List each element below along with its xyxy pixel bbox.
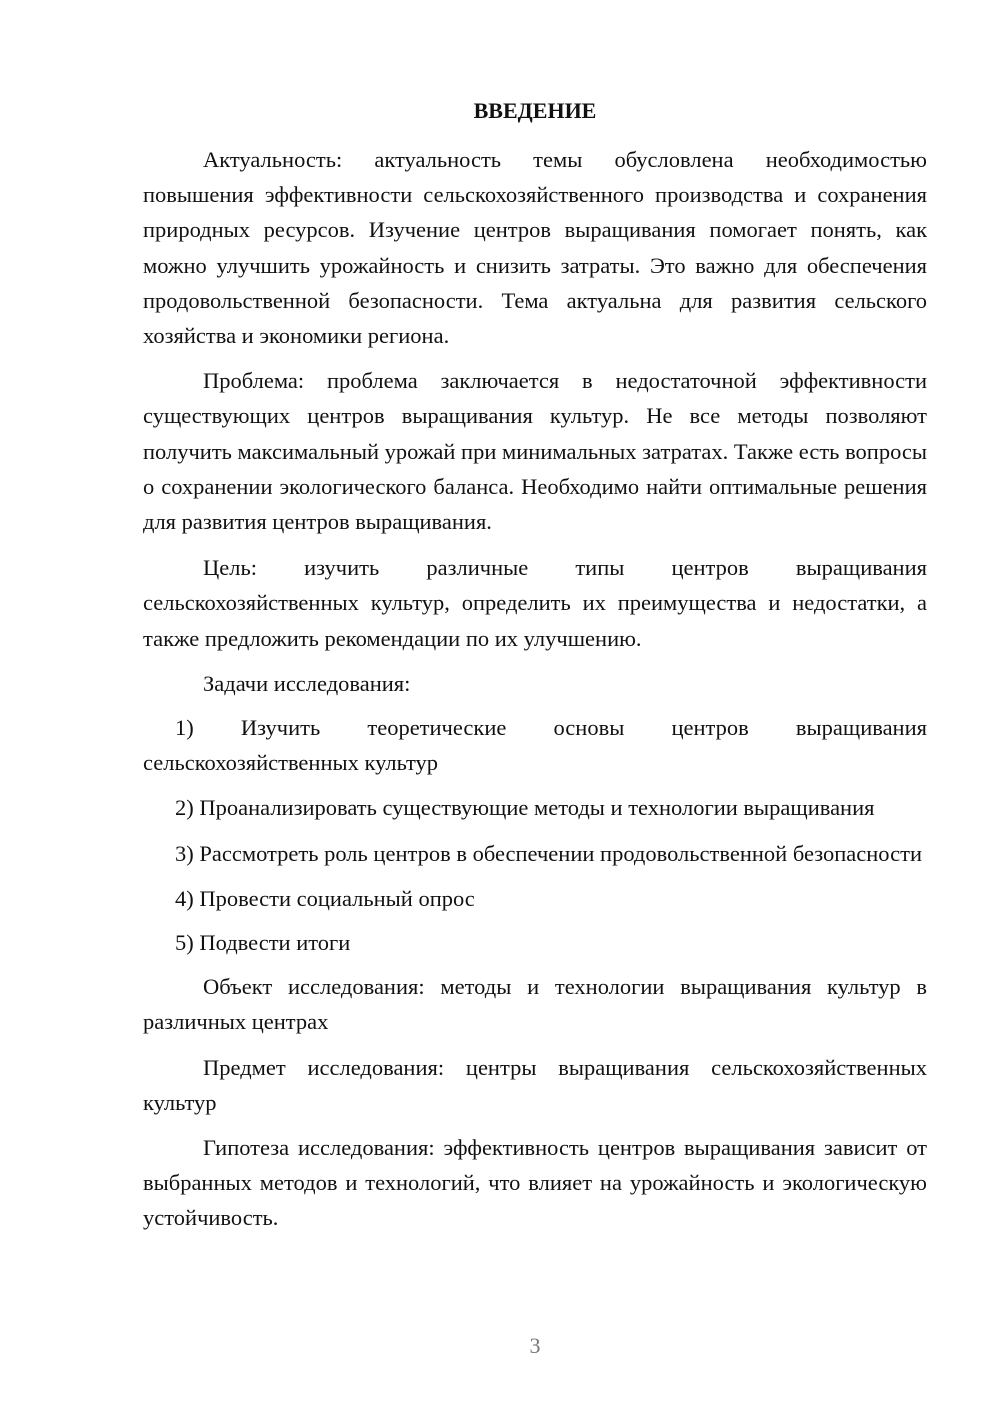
problem-paragraph: Проблема: проблема заключается в недостаточной эффективности существующих центров выращивания культур. Не все методы позволяют получить максимальный урожай при минимальных затратах. Также есть вопросы о сохранении экологического баланса. Необходимо найти оптимальные решения для развития центров выращивания. — [143, 368, 927, 535]
page-title: ВВЕДЕНИЕ — [473, 98, 597, 123]
subject-paragraph: Предмет исследования: центры выращивания сельскохозяйственных культур — [143, 1054, 927, 1115]
relevance-paragraph: Актуальность: актуальность темы обусловлена необходимостью повышения эффективности сельскохозяйственного производства и сохранения природных ресурсов. Изучение центров выращивания помогает понять, как можно улучшить урожайность и снизить затраты. Это важно для обеспечения продовольственной безопасности. Тема актуальна для развития сельского хозяйства и экономики региона. — [143, 147, 927, 349]
object-paragraph: Объект исследования: методы и технологии выращивания культур в различных центрах — [143, 974, 927, 1035]
task-item-5: 5) Подвести итоги — [175, 930, 351, 956]
task-item-3: 3) Рассмотреть роль центров в обеспечении продовольственной безопасности — [175, 840, 922, 866]
task-item-2: 2) Проанализировать существующие методы и технологии выращивания — [175, 795, 875, 821]
goal-paragraph: Цель: изучить различные типы центров выращивания сельскохозяйственных культур, определить их преимущества и недостатки, а также предложить рекомендации по их улучшению. — [143, 555, 927, 651]
task-item-1: 1) Изучить теоретические основы центров выращивания сельскохозяйственных культур — [143, 715, 927, 776]
task-item-4: 4) Провести социальный опрос — [175, 885, 475, 911]
page-number: 3 — [529, 1333, 541, 1358]
hypothesis-paragraph: Гипотеза исследования: эффективность центров выращивания зависит от выбранных методов и технологий, что влияет на урожайность и экологическую устойчивость. — [143, 1135, 927, 1231]
page-body — [143, 93, 927, 1246]
tasks-heading: Задачи исследования: — [203, 670, 411, 696]
